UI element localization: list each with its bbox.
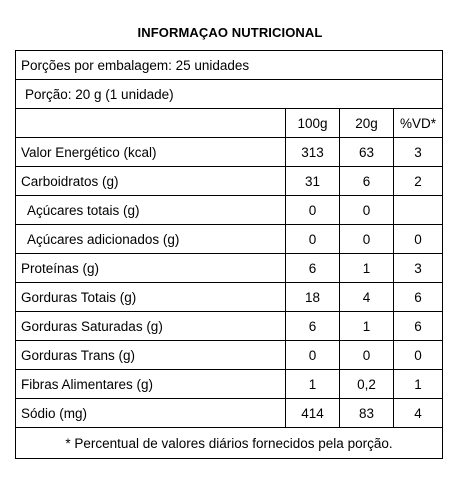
value-20g: 83 — [340, 399, 394, 428]
value-vd: 4 — [394, 399, 443, 428]
value-vd: 3 — [394, 138, 443, 167]
row-label: Açúcares adicionados (g) — [16, 225, 286, 254]
serving-size: Porção: 20 g (1 unidade) — [16, 80, 443, 109]
value-100g: 6 — [286, 254, 340, 283]
value-100g: 0 — [286, 196, 340, 225]
table-row — [16, 399, 443, 428]
value-100g: 18 — [286, 283, 340, 312]
row-label: Valor Energético (kcal) — [16, 138, 286, 167]
value-vd: 0 — [394, 341, 443, 370]
table-row — [16, 225, 443, 254]
nutrition-table — [15, 50, 443, 459]
value-20g: 0,2 — [340, 370, 394, 399]
value-100g: 414 — [286, 399, 340, 428]
value-vd: 2 — [394, 167, 443, 196]
table-row — [16, 167, 443, 196]
header-row — [16, 109, 443, 138]
row-label: Fibras Alimentares (g) — [16, 370, 286, 399]
value-vd: 6 — [394, 283, 443, 312]
row-label: Proteínas (g) — [16, 254, 286, 283]
value-100g: 313 — [286, 138, 340, 167]
value-vd: 3 — [394, 254, 443, 283]
row-label: Carboidratos (g) — [16, 167, 286, 196]
value-100g: 1 — [286, 370, 340, 399]
servings-per-package: Porções por embalagem: 25 unidades — [16, 51, 443, 80]
row-label: Gorduras Trans (g) — [16, 341, 286, 370]
value-100g: 6 — [286, 312, 340, 341]
value-vd: 0 — [394, 225, 443, 254]
header-20g: 20g — [340, 109, 394, 138]
header-label-empty — [16, 109, 286, 138]
value-100g: 31 — [286, 167, 340, 196]
footnote-row — [16, 428, 443, 459]
header-vd: %VD* — [394, 109, 443, 138]
table-row — [16, 312, 443, 341]
table-row — [16, 283, 443, 312]
footnote: * Percentual de valores diários fornecidos pela porção. — [16, 428, 443, 459]
value-20g: 4 — [340, 283, 394, 312]
value-20g: 6 — [340, 167, 394, 196]
value-100g: 0 — [286, 341, 340, 370]
value-20g: 0 — [340, 341, 394, 370]
serving-size-row — [16, 80, 443, 109]
table-row — [16, 196, 443, 225]
value-vd: 6 — [394, 312, 443, 341]
value-vd: 1 — [394, 370, 443, 399]
table-row — [16, 254, 443, 283]
value-100g: 0 — [286, 225, 340, 254]
header-100g: 100g — [286, 109, 340, 138]
row-label: Sódio (mg) — [16, 399, 286, 428]
value-20g: 0 — [340, 196, 394, 225]
table-row — [16, 341, 443, 370]
row-label: Gorduras Totais (g) — [16, 283, 286, 312]
value-20g: 63 — [340, 138, 394, 167]
table-row — [16, 138, 443, 167]
value-20g: 0 — [340, 225, 394, 254]
servings-per-package-row — [16, 51, 443, 80]
table-row — [16, 370, 443, 399]
nutrition-title: INFORMAÇAO NUTRICIONAL — [137, 25, 323, 40]
value-vd — [394, 196, 443, 225]
row-label: Gorduras Saturadas (g) — [16, 312, 286, 341]
value-20g: 1 — [340, 254, 394, 283]
row-label: Açúcares totais (g) — [16, 196, 286, 225]
value-20g: 1 — [340, 312, 394, 341]
